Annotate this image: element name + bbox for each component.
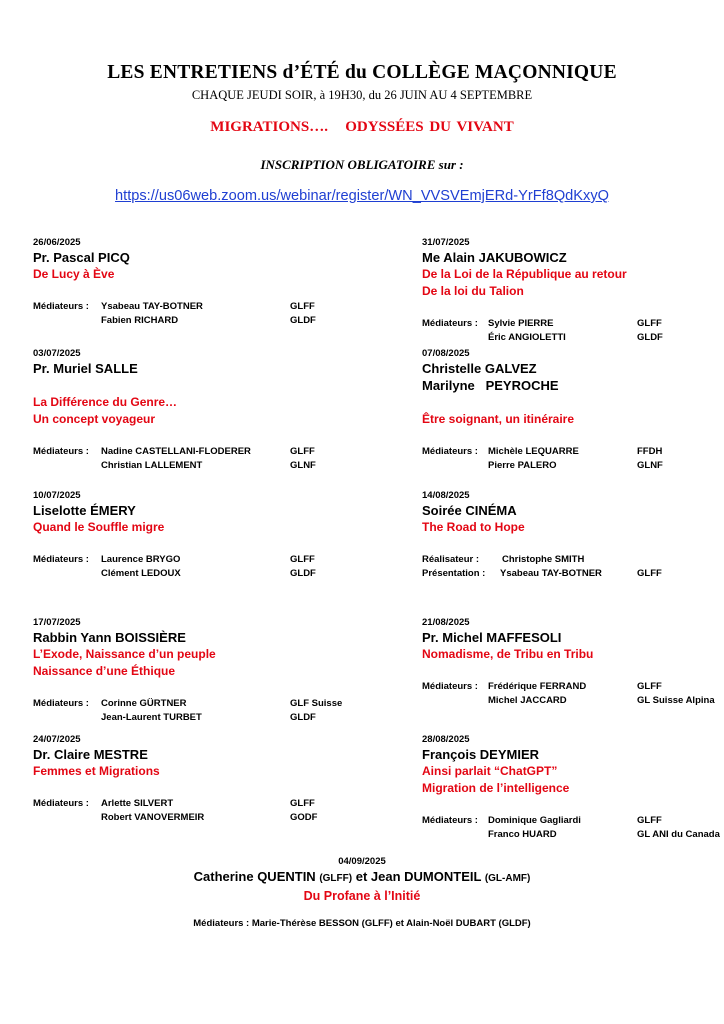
mediator-org: GLFF <box>637 567 662 579</box>
event-07-08 <box>422 347 722 472</box>
mediator-name: Éric ANGIOLETTI <box>488 331 566 343</box>
event-10-07 <box>33 489 333 580</box>
event-date: 10/07/2025 <box>33 490 81 501</box>
mediator-label: Médiateurs : <box>422 446 478 457</box>
mediator-org: GLNF <box>637 459 663 471</box>
talk-title: Femmes et Migrations <box>33 764 160 778</box>
mediator-row <box>422 828 722 842</box>
event-date: 31/07/2025 <box>422 237 470 248</box>
mediator-name: Christophe SMITH <box>502 554 585 565</box>
spacer <box>33 780 333 797</box>
registration-link[interactable]: https://us06web.zoom.us/webinar/register/WN_VVSVEmjERd-YrFf8QdKxyQ <box>115 188 609 204</box>
mediator-label: Médiateurs : <box>33 798 89 809</box>
speaker-org: (GLFF) <box>319 873 353 884</box>
mediator-label: Médiateurs : <box>33 698 89 709</box>
mediator-name: Franco HUARD <box>488 828 557 840</box>
event-21-08 <box>422 616 722 707</box>
spacer <box>33 680 333 697</box>
mediator-row <box>422 317 722 331</box>
event-date: 17/07/2025 <box>33 617 81 628</box>
talk-title: De la Loi de la République au retour <box>422 267 627 281</box>
mediator-org: GLFF <box>290 554 315 565</box>
speaker-name: Rabbin Yann BOISSIÈRE <box>33 630 186 645</box>
mediator-row <box>422 694 722 708</box>
mediator-org: GLFF <box>637 681 662 692</box>
speaker-name: Liselotte ÉMERY <box>33 503 136 518</box>
speaker-org: (GL-AMF) <box>484 873 531 884</box>
mediator-org: GLFF <box>290 301 315 312</box>
mediator-org: GLNF <box>290 459 316 471</box>
spacer <box>422 394 722 411</box>
mediator-org: GLFF <box>637 815 662 826</box>
mediator-org: GL ANI du Canada <box>637 828 720 840</box>
main-title: LES ENTRETIENS d’ÉTÉ du COLLÈGE MAÇONNIQUE <box>107 62 617 83</box>
mediator-org: GLF Suisse <box>290 698 343 709</box>
speaker-name: Pr. Pascal PICQ <box>33 250 130 265</box>
mediator-row <box>33 797 333 811</box>
mediator-name: Ysabeau TAY-BOTNER <box>500 567 602 579</box>
mediator-name: Christian LALLEMENT <box>101 459 203 471</box>
mediator-row <box>422 331 722 345</box>
event-14-08 <box>422 489 722 580</box>
mediator-row <box>33 300 333 314</box>
mediator-label: Médiateurs : <box>422 815 478 826</box>
mediator-row <box>33 711 333 725</box>
spacer <box>422 428 722 445</box>
mediator-label: Réalisateur : <box>422 554 480 565</box>
event-date: 21/08/2025 <box>422 617 470 628</box>
mediator-org: GLFF <box>637 318 662 329</box>
event-date: 04/09/2025 <box>338 856 386 867</box>
mediator-row <box>33 459 333 473</box>
mediator-row <box>422 680 722 694</box>
speaker-name: Me Alain JAKUBOWICZ <box>422 250 567 265</box>
mediator-name: Dominique Gagliardi <box>488 815 581 826</box>
event-28-08 <box>422 733 722 841</box>
speaker-name: Soirée CINÉMA <box>422 503 517 518</box>
speaker-name: Pr. Michel MAFFESOLI <box>422 630 562 645</box>
inscription-note: INSCRIPTION OBLIGATOIRE sur : <box>260 157 464 172</box>
talk-title: De Lucy à Ève <box>33 267 115 281</box>
spacer <box>422 300 722 317</box>
mediator-row <box>33 567 333 581</box>
talk-title: Un concept voyageur <box>33 412 156 426</box>
spacer <box>33 536 333 553</box>
talk-title: Ainsi parlait “ChatGPT” <box>422 764 558 778</box>
mediator-row <box>422 567 722 581</box>
mediator-name: Arlette SILVERT <box>101 798 174 809</box>
mediator-label: Médiateurs : <box>33 446 89 457</box>
talk-title: The Road to Hope <box>422 520 525 534</box>
speaker-name: Jean DUMONTEIL <box>370 869 482 884</box>
mediator-name: Michel JACCARD <box>488 694 567 706</box>
mediator-row <box>33 553 333 567</box>
mediator-name: Michèle LEQUARRE <box>488 446 579 457</box>
speaker-name: Pr. Muriel SALLE <box>33 361 138 376</box>
mediator-org: GLDF <box>637 331 663 343</box>
mediator-name: Sylvie PIERRE <box>488 318 554 329</box>
speaker-name: Marilyne PEYROCHE <box>422 378 559 393</box>
mediator-label: Médiateurs : <box>422 318 478 329</box>
mediator-label: Médiateurs : <box>33 301 89 312</box>
event-date: 07/08/2025 <box>422 348 470 359</box>
mediator-row <box>422 814 722 828</box>
mediator-name: Corinne GÜRTNER <box>101 698 187 709</box>
mediator-org: GLFF <box>290 446 315 457</box>
subtitle: CHAQUE JEUDI SOIR, à 19H30, du 26 JUIN AU 4 SEPTEMBRE <box>191 88 533 102</box>
mediator-label: Médiateurs : <box>33 554 89 565</box>
event-24-07 <box>33 733 333 824</box>
event-17-07 <box>33 616 343 724</box>
spacer <box>422 536 722 553</box>
speaker-name: Catherine QUENTIN <box>193 869 316 884</box>
talk-title: Quand le Souffle migre <box>33 520 165 534</box>
talk-title: De la loi du Talion <box>422 284 524 298</box>
mediator-name: Frédérique FERRAND <box>488 681 587 692</box>
event-date: 26/06/2025 <box>33 237 81 248</box>
spacer <box>33 428 333 445</box>
talk-title: Du Profane à l’Initié <box>303 889 421 903</box>
mediator-name: Fabien RICHARD <box>101 314 179 326</box>
mediator-row <box>33 697 343 711</box>
event-date: 28/08/2025 <box>422 734 470 745</box>
mediator-row <box>422 553 722 567</box>
mediator-org: GLDF <box>290 567 316 579</box>
speaker-name: Dr. Claire MESTRE <box>33 747 148 762</box>
mediator-org: FFDH <box>637 446 663 457</box>
spacer <box>422 663 722 680</box>
event-date: 14/08/2025 <box>422 490 470 501</box>
talk-title: Migration de l’intelligence <box>422 781 570 795</box>
mediator-name: Pierre PALERO <box>488 459 557 471</box>
talk-title: Être soignant, un itinéraire <box>422 412 575 426</box>
mediator-org: GL Suisse Alpina <box>637 694 715 706</box>
talk-title: Naissance d’une Éthique <box>33 664 176 678</box>
mediator-org: GLFF <box>290 798 315 809</box>
event-date: 24/07/2025 <box>33 734 81 745</box>
mediator-name: Nadine CASTELLANI-FLODERER <box>101 446 251 457</box>
mediator-org: GLDF <box>290 711 316 723</box>
mediator-name: Ysabeau TAY-BOTNER <box>101 301 203 312</box>
mediator-name: Robert VANOVERMEIR <box>101 811 205 823</box>
event-31-07 <box>422 236 722 344</box>
event-speakers <box>0 868 724 888</box>
speaker-name: François DEYMIER <box>422 747 540 762</box>
spacer <box>33 283 333 300</box>
event-04-09 <box>0 855 724 929</box>
mediator-name: Clément LEDOUX <box>101 567 181 579</box>
mediator-name: Jean-Laurent TURBET <box>101 711 202 723</box>
talk-title: Nomadisme, de Tribu en Tribu <box>422 647 594 661</box>
mediator-name: Laurence BRYGO <box>101 554 181 565</box>
conjunction: et <box>355 869 368 884</box>
mediator-org: GODF <box>290 811 318 823</box>
event-03-07 <box>33 347 333 472</box>
event-26-06 <box>33 236 333 327</box>
talk-title: La Différence du Genre… <box>33 395 178 409</box>
spacer <box>33 377 333 394</box>
talk-title: L’Exode, Naissance d’un peuple <box>33 647 216 661</box>
mediator-row <box>33 811 333 825</box>
mediator-row <box>33 314 333 328</box>
spacer <box>422 797 722 814</box>
speaker-name: Christelle GALVEZ <box>422 361 537 376</box>
mediator-org: GLDF <box>290 314 316 326</box>
mediator-row <box>422 459 722 473</box>
mediator-label: Médiateurs : <box>422 681 478 692</box>
event-date: 03/07/2025 <box>33 348 81 359</box>
theme-title: MIGRATIONS…. ODYSSÉES DU VIVANT <box>210 119 514 135</box>
mediator-row <box>33 445 333 459</box>
mediator-row <box>422 445 722 459</box>
mediator-label: Présentation : <box>422 567 486 579</box>
mediators-line: Médiateurs : Marie-Thérèse BESSON (GLFF) et Alain-Noël DUBART (GLDF) <box>193 918 531 929</box>
